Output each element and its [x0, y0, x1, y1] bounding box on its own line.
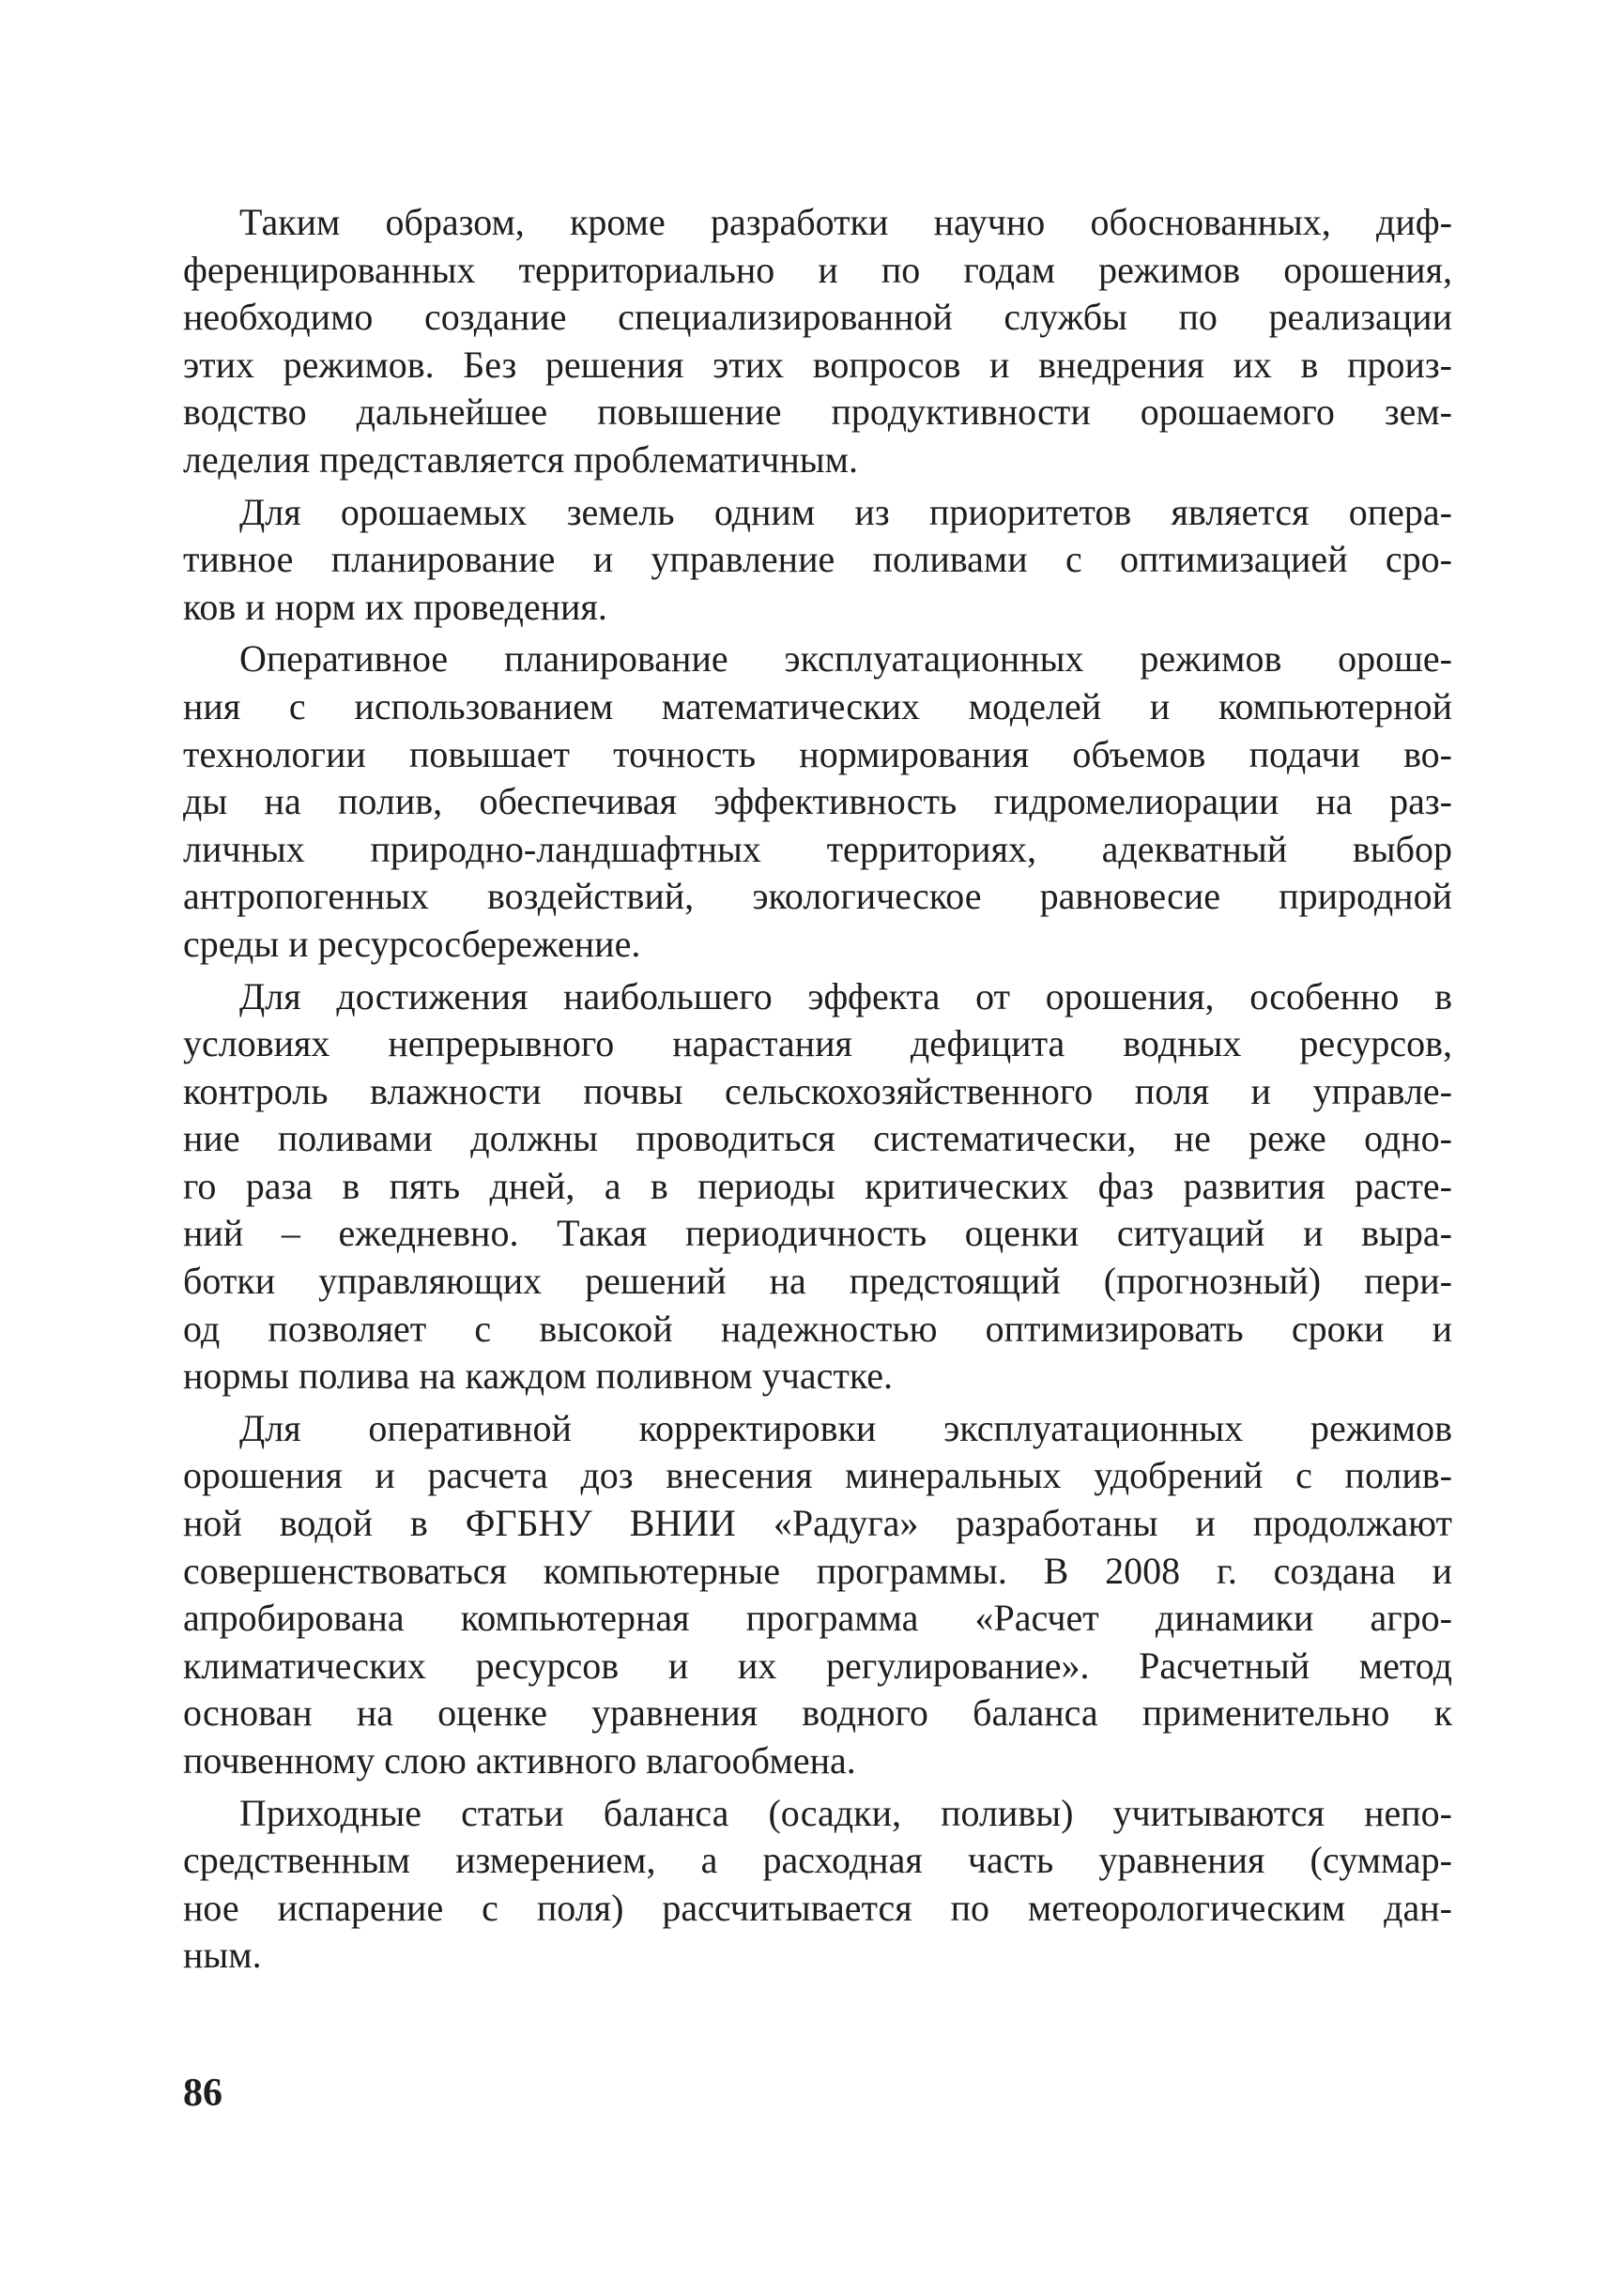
text-line: среды и ресурсосбережение.	[183, 922, 641, 965]
text-line: ной водой в ФГБНУ ВНИИ «Радуга» разработаны и продолжают	[183, 1502, 1452, 1545]
text-line: тивное планирование и управление поливами с оптимизацией сро-	[183, 538, 1452, 581]
text-line: антропогенных воздействий, экологическое равновесие природной	[183, 875, 1452, 918]
text-line: ков и норм их проведения.	[183, 585, 607, 628]
paragraph	[183, 199, 1452, 484]
text-line: ний – ежедневно. Такая периодичность оценки ситуаций и выра-	[183, 1212, 1452, 1255]
text-line: Приходные статьи баланса (осадки, поливы) учитываются непо-	[239, 1791, 1452, 1834]
text-line: апробирована компьютерная программа «Расчет динамики агро-	[183, 1597, 1452, 1640]
text-line: ние поливами должны проводиться систематически, не реже одно-	[183, 1117, 1452, 1160]
text-line: водство дальнейшее повышение продуктивности орошаемого зем-	[183, 390, 1452, 434]
text-line: ды на полив, обеспечивая эффективность гидромелиорации на раз-	[183, 780, 1452, 823]
text-line: условиях непрерывного нарастания дефицита водных ресурсов,	[183, 1022, 1452, 1065]
text-line: средственным измерением, а расходная часть уравнения (суммар-	[183, 1839, 1452, 1882]
text-line: этих режимов. Без решения этих вопросов и внедрения их в произ-	[183, 343, 1452, 386]
text-line: леделия представляется проблематичным.	[183, 437, 858, 481]
text-line: орошения и расчета доз внесения минеральных удобрений с полив-	[183, 1454, 1452, 1497]
paragraph	[183, 489, 1452, 632]
text-line: го раза в пять дней, а в периоды критических фаз развития расте-	[183, 1164, 1452, 1207]
text-line: Для оперативной корректировки эксплуатационных режимов	[239, 1406, 1452, 1449]
paragraph	[183, 1405, 1452, 1785]
text-line: технологии повышает точность нормирования объемов подачи во-	[183, 732, 1452, 775]
page-number: 86	[183, 2072, 222, 2115]
text-line: основан на оценке уравнения водного баланса применительно к	[183, 1691, 1452, 1735]
text-line: нормы полива на каждом поливном участке.	[183, 1354, 894, 1398]
text-line: ния с использованием математических моделей и компьютерной	[183, 684, 1452, 727]
paragraph	[183, 973, 1452, 1400]
paragraph	[183, 1790, 1452, 1980]
text-line: Для достижения наибольшего эффекта от орошения, особенно в	[239, 974, 1452, 1017]
text-line: ференцированных территориально и по годам режимов орошения,	[183, 248, 1452, 291]
text-line: почвенному слою активного влагообмена.	[183, 1739, 856, 1782]
paragraph	[183, 635, 1452, 968]
text-line: личных природно-ландшафтных территориях, адекватный выбор	[183, 827, 1452, 870]
text-line: ным.	[183, 1934, 262, 1977]
text-line: ботки управляющих решений на предстоящий (прогнозный) пери-	[183, 1260, 1452, 1303]
text-line: од позволяет с высокой надежностью оптимизировать сроки и	[183, 1307, 1452, 1350]
text-line: необходимо создание специализированной службы по реализации	[183, 296, 1452, 339]
text-line: контроль влажности почвы сельскохозяйственного поля и управле-	[183, 1069, 1452, 1112]
text-line: ное испарение с поля) рассчитывается по метеорологическим дан-	[183, 1886, 1452, 1929]
text-line: Для орошаемых земель одним из приоритетов является опера-	[239, 490, 1452, 533]
body-text	[183, 199, 1452, 1984]
text-line: Оперативное планирование эксплуатационных режимов ороше-	[239, 637, 1452, 681]
text-line: совершенствоваться компьютерные программы. В 2008 г. создана и	[183, 1549, 1452, 1592]
text-line: климатических ресурсов и их регулирование». Расчетный метод	[183, 1644, 1452, 1687]
text-line: Таким образом, кроме разработки научно обоснованных, диф-	[239, 201, 1452, 243]
